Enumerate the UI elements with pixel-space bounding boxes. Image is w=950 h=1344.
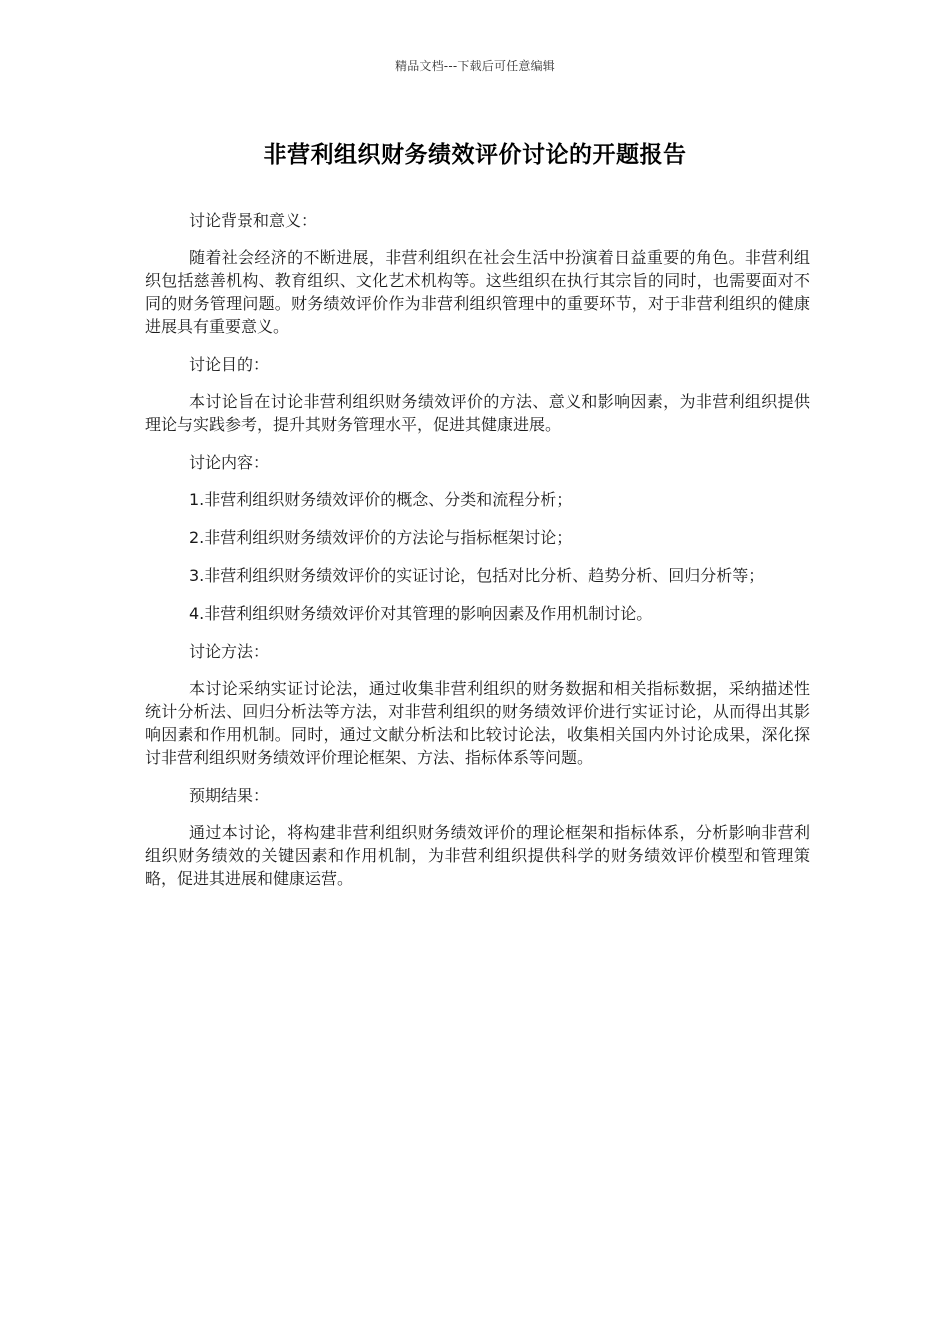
results-paragraph: 通过本讨论，将构建非营利组织财务绩效评价的理论框架和指标体系，分析影响非营利组织财务绩效的关键因素和作用机制，为非营利组织提供科学的财务绩效评价模型和管理策略，促进其进展和健康运营。 xyxy=(145,823,810,888)
content-item-1: 1.非营利组织财务绩效评价的概念、分类和流程分析； xyxy=(189,490,573,509)
content-item-2: 2.非营利组织财务绩效评价的方法论与指标框架讨论； xyxy=(189,528,573,547)
purpose-heading: 讨论目的： xyxy=(189,355,270,374)
content-item-4: 4.非营利组织财务绩效评价对其管理的影响因素及作用机制讨论。 xyxy=(189,604,653,623)
background-paragraph: 随着社会经济的不断进展，非营利组织在社会生活中扮演着日益重要的角色。非营利组织包括慈善机构、教育组织、文化艺术机构等。这些组织在执行其宗旨的同时，也需要面对不同的财务管理问题。财务绩效评价作为非营利组织管理中的重要环节，对于非营利组织的健康进展具有重要意义。 xyxy=(145,248,810,336)
document-title: 非营利组织财务绩效评价讨论的开题报告 xyxy=(263,142,687,168)
method-paragraph: 本讨论采纳实证讨论法，通过收集非营利组织的财务数据和相关指标数据，采纳描述性统计分析法、回归分析法等方法，对非营利组织的财务绩效评价进行实证讨论，从而得出其影响因素和作用机制。同时，通过文献分析法和比较讨论法，收集相关国内外讨论成果，深化探讨非营利组织财务绩效评价理论框架、方法、指标体系等问题。 xyxy=(145,679,810,767)
purpose-paragraph: 本讨论旨在讨论非营利组织财务绩效评价的方法、意义和影响因素，为非营利组织提供理论与实践参考，提升其财务管理水平，促进其健康进展。 xyxy=(145,392,810,434)
header-note: 精品文档---下载后可任意编辑 xyxy=(395,59,555,73)
content-heading: 讨论内容： xyxy=(189,453,270,472)
results-heading: 预期结果： xyxy=(189,786,270,805)
background-heading: 讨论背景和意义： xyxy=(189,211,318,230)
content-item-3: 3.非营利组织财务绩效评价的实证讨论，包括对比分析、趋势分析、回归分析等； xyxy=(189,566,765,585)
method-heading: 讨论方法： xyxy=(189,642,270,661)
document-body xyxy=(145,209,810,905)
